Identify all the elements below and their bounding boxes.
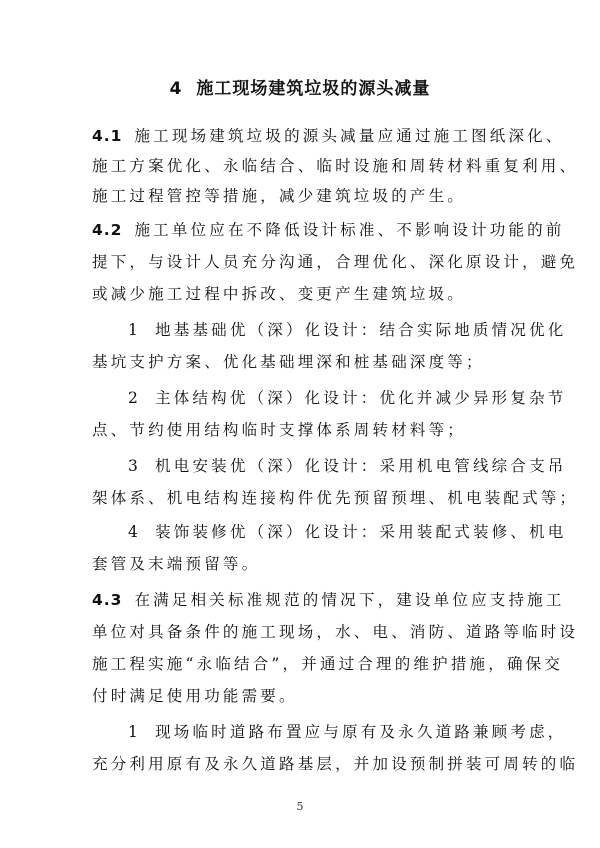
clause-4-2-item-2-line-2: 点、节约使用结构临时支撑体系周转材料等； <box>92 421 467 439</box>
clause-4-2-item-1-line-1: 1 地基基础优（深）化设计：结合实际地质情况优化 <box>128 321 567 339</box>
section-title-text: 施工现场建筑垃圾的源头减量 <box>196 79 431 99</box>
clause-4-1-line-1: 4.1 施工现场建筑垃圾的源头减量应通过施工图纸深化、 <box>92 127 565 145</box>
clause-4-3-item-1-line-2: 充分利用原有及永久道路基层，并加设预制拼装可周转的临 <box>92 755 579 773</box>
clause-4-3-line-4: 付时满足使用功能需要。 <box>92 687 298 705</box>
clause-4-1-line-3: 施工过程管控等措施，减少建筑垃圾的产生。 <box>92 187 467 205</box>
section-number: 4 <box>169 79 183 99</box>
clause-4-2-item-4-line-1: 4 装饰装修优（深）化设计：采用装配式装修、机电 <box>128 523 567 541</box>
clause-4-1-line-2: 施工方案优化、永临结合、临时设施和周转材料重复利用、 <box>92 157 579 175</box>
clause-4-3-item-1-line-1: 1 现场临时道路布置应与原有及永久道路兼顾考虑， <box>128 723 567 741</box>
clause-4-2-line-1: 4.2 施工单位应在不降低设计标准、不影响设计功能的前 <box>92 221 565 239</box>
clause-4-2-line-3: 或减少施工过程中拆改、变更产生建筑垃圾。 <box>92 285 467 303</box>
clause-4-2-item-2-line-1: 2 主体结构优（深）化设计：优化并减少异形复杂节 <box>128 389 567 407</box>
clause-4-2-line-2: 提下，与设计人员充分沟通，合理优化、深化原设计，避免 <box>92 253 579 271</box>
clause-4-3-line-3: 施工程实施“永临结合”，并通过合理的维护措施，确保交 <box>92 655 564 673</box>
clause-number: 4.1 <box>92 127 123 145</box>
item-number: 2 <box>128 389 142 407</box>
item-number: 4 <box>128 523 142 541</box>
clause-4-2-item-4-line-2: 套管及末端预留等。 <box>92 555 261 573</box>
item-number: 1 <box>128 723 142 741</box>
clause-4-2-item-3-line-2: 架体系、机电结构连接构件优先预留预埋、机电装配式等； <box>92 489 579 507</box>
clause-number: 4.3 <box>92 591 123 609</box>
clause-4-2-item-3-line-1: 3 机电安装优（深）化设计：采用机电管线综合支吊 <box>128 457 567 475</box>
clause-4-3-line-1: 4.3 在满足相关标准规范的情况下，建设单位应支持施工 <box>92 591 565 609</box>
clause-number: 4.2 <box>92 221 123 239</box>
clause-4-3-line-2: 单位对具备条件的施工现场，水、电、消防、道路等临时设 <box>92 623 579 641</box>
item-number: 1 <box>128 321 142 339</box>
page-number: 5 <box>296 800 304 813</box>
item-number: 3 <box>128 457 142 475</box>
section-title <box>0 74 600 99</box>
clause-4-2-item-1-line-2: 基坑支护方案、优化基础埋深和桩基础深度等； <box>92 353 485 371</box>
